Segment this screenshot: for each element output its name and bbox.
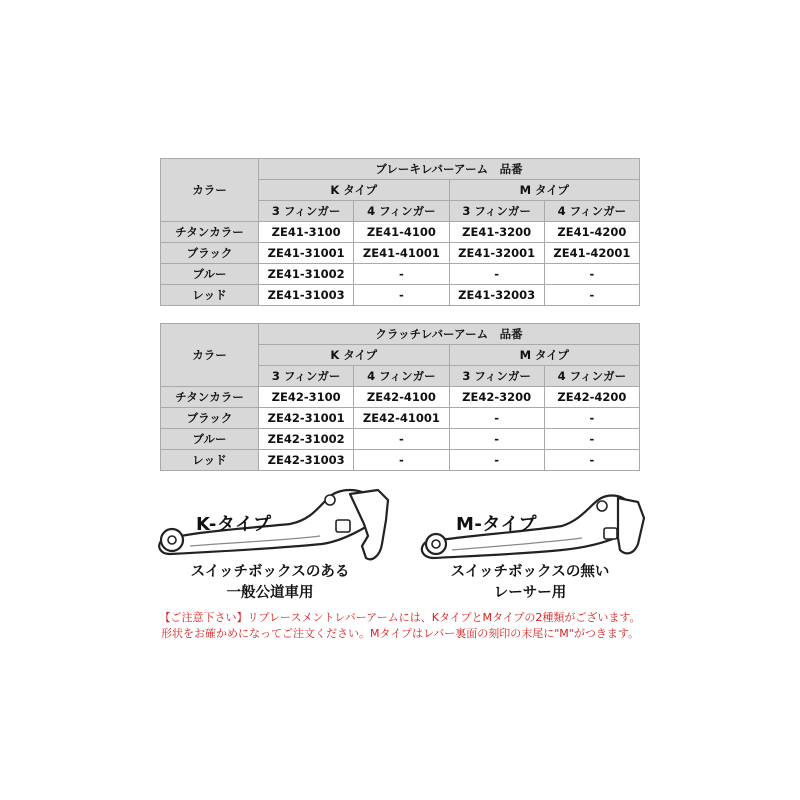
part-number: ZE42-31002 (259, 429, 354, 450)
k-type-header: K タイプ (259, 180, 450, 201)
m-type-caption (410, 562, 650, 604)
m-3finger-header: 3 フィンガー (449, 201, 544, 222)
part-number: ZE41-4200 (544, 222, 639, 243)
k-type-header: K タイプ (259, 345, 450, 366)
table-title: クラッチレバーアーム 品番 (259, 324, 640, 345)
row-color: ブルー (161, 264, 259, 285)
m-4finger-header: 4 フィンガー (544, 201, 639, 222)
k-4finger-header: 4 フィンガー (354, 201, 449, 222)
part-number: - (354, 264, 449, 285)
m-type-caption-line2: レーサー用 (493, 585, 567, 601)
part-number: ZE41-31002 (259, 264, 354, 285)
part-number: ZE42-31001 (259, 408, 354, 429)
k-type-lever-illustration (150, 480, 400, 570)
part-number: - (544, 408, 639, 429)
part-number: - (449, 450, 544, 471)
table-title: ブレーキレバーアーム 品番 (259, 159, 640, 180)
table-row (161, 222, 640, 243)
row-color: ブルー (161, 429, 259, 450)
part-number: ZE41-31003 (259, 285, 354, 306)
notice-text (110, 610, 690, 642)
part-number: - (544, 285, 639, 306)
row-color: ブラック (161, 243, 259, 264)
part-number: ZE41-32003 (449, 285, 544, 306)
part-number: - (354, 429, 449, 450)
color-header: カラー (161, 324, 259, 387)
m-type-header: M タイプ (449, 180, 640, 201)
table-row (161, 285, 640, 306)
part-number: ZE42-4100 (354, 387, 449, 408)
k-3finger-header: 3 フィンガー (259, 201, 354, 222)
part-number: ZE41-3200 (449, 222, 544, 243)
clutch-lever-table (160, 323, 640, 471)
part-number: - (449, 408, 544, 429)
table-row (161, 450, 640, 471)
row-color: ブラック (161, 408, 259, 429)
part-number: ZE42-4200 (544, 387, 639, 408)
part-number: ZE41-42001 (544, 243, 639, 264)
k-4finger-header: 4 フィンガー (354, 366, 449, 387)
part-number: - (449, 429, 544, 450)
row-color: レッド (161, 285, 259, 306)
notice-line2: 形状をお確かめになってご注文ください。Mタイプはレバー裏面の刻印の末尾に"M"がつきます。 (161, 627, 639, 640)
m-4finger-header: 4 フィンガー (544, 366, 639, 387)
m-3finger-header: 3 フィンガー (449, 366, 544, 387)
part-number: ZE41-4100 (354, 222, 449, 243)
table-row (161, 243, 640, 264)
part-number: - (354, 285, 449, 306)
k-type-label: K-タイプ (196, 514, 272, 535)
table-row (161, 408, 640, 429)
m-type-caption-line1: スイッチボックスの無い (450, 564, 610, 580)
part-number: ZE41-31001 (259, 243, 354, 264)
brake-lever-table (160, 158, 640, 306)
table-row (161, 429, 640, 450)
part-number: ZE41-32001 (449, 243, 544, 264)
part-number: - (544, 429, 639, 450)
m-type-label: M-タイプ (456, 514, 537, 535)
row-color: レッド (161, 450, 259, 471)
part-number: - (544, 450, 639, 471)
k-type-caption (150, 562, 390, 604)
part-number: - (544, 264, 639, 285)
part-number: ZE42-31003 (259, 450, 354, 471)
notice-line1: 【ご注意下さい】リプレースメントレバーアームには、KタイプとMタイプの2種類がございます。 (159, 611, 641, 624)
part-number: ZE42-3100 (259, 387, 354, 408)
part-number: ZE42-41001 (354, 408, 449, 429)
table-row (161, 387, 640, 408)
k-3finger-header: 3 フィンガー (259, 366, 354, 387)
row-color: チタンカラー (161, 387, 259, 408)
m-type-header: M タイプ (449, 345, 640, 366)
table-row (161, 264, 640, 285)
k-type-caption-line1: スイッチボックスのある (190, 564, 350, 580)
part-number: ZE41-41001 (354, 243, 449, 264)
part-number: - (354, 450, 449, 471)
color-header: カラー (161, 159, 259, 222)
part-number: ZE42-3200 (449, 387, 544, 408)
row-color: チタンカラー (161, 222, 259, 243)
part-number: ZE41-3100 (259, 222, 354, 243)
k-type-caption-line2: 一般公道車用 (226, 585, 314, 601)
part-number: - (449, 264, 544, 285)
